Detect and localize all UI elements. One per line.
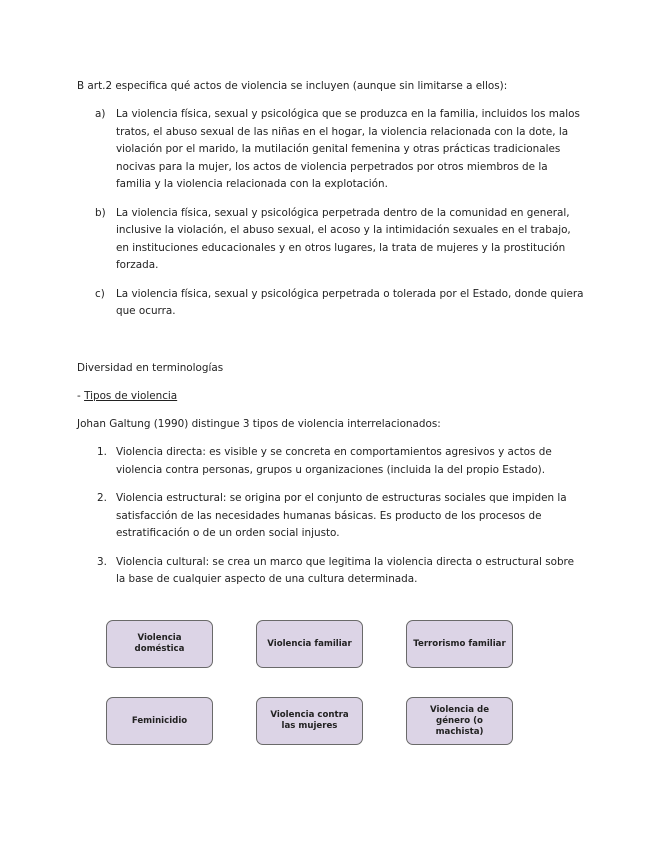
list-marker: a) bbox=[95, 108, 106, 120]
list-item-text: Violencia directa: es visible y se concreta en comportamientos agresivos y actos de violencia contra personas, grupos u organizaciones (incluida la del propio Estado). bbox=[116, 446, 552, 476]
term-box-violencia-contra-mujeres: Violencia contra las mujeres bbox=[256, 697, 363, 745]
galtung-paragraph: Johan Galtung (1990) distingue 3 tipos de violencia interrelacionados: bbox=[77, 418, 441, 430]
subsection-prefix: - bbox=[77, 390, 85, 402]
subsection-title bbox=[77, 388, 177, 406]
list-marker: 2. bbox=[97, 492, 107, 504]
list-item-text: Violencia cultural: se crea un marco que legitima la violencia directa o estructural sobre la base de cualquier aspecto de una cultura determinada. bbox=[116, 555, 574, 585]
list-item bbox=[95, 205, 585, 275]
subsection-title-text: Tipos de violencia bbox=[84, 390, 178, 402]
list-item-text: La violencia física, sexual y psicológica perpetrada dentro de la comunidad en general, inclusive la violación, el abuso sexual, el acoso y la intimidación sexuales en el trabajo, en instituciones educacionales y en otros lugares, la trata de mujeres y la prostitución forzada. bbox=[116, 206, 571, 271]
numbered-list bbox=[97, 444, 585, 600]
section-title: Diversidad en terminologías bbox=[77, 362, 224, 374]
list-marker: b) bbox=[95, 206, 106, 219]
list-item-text: La violencia física, sexual y psicológica perpetrada o tolerada por el Estado, donde quiera que ocurra. bbox=[116, 287, 584, 317]
list-item bbox=[97, 554, 585, 589]
term-box-violencia-familiar: Violencia familiar bbox=[256, 620, 363, 668]
lettered-list bbox=[95, 106, 585, 332]
term-box-violencia-domestica: Violencia doméstica bbox=[106, 620, 213, 668]
list-marker: c) bbox=[95, 287, 105, 300]
list-marker: 1. bbox=[97, 446, 107, 458]
intro-paragraph: B art.2 especifica qué actos de violencia se incluyen (aunque sin limitarse a ellos): bbox=[77, 80, 508, 92]
list-item bbox=[95, 286, 585, 321]
term-box-violencia-de-genero: Violencia de género (o machista) bbox=[406, 697, 513, 745]
list-item bbox=[97, 444, 585, 479]
list-item-text: La violencia física, sexual y psicológica que se produzca en la familia, incluidos los malos tratos, el abuso sexual de las niñas en el hogar, la violencia relacionada con la dote, la violación por el marido, la mutilación genital femenina y otras prácticas tradicionales nocivas para la mujer, los actos de violencia perpetrados por otros miembros de la familia y la violencia relacionada con la explotación. bbox=[116, 108, 580, 190]
term-box-terrorismo-familiar: Terrorismo familiar bbox=[406, 620, 513, 668]
list-marker: 3. bbox=[97, 555, 107, 568]
list-item bbox=[95, 106, 585, 194]
list-item bbox=[97, 490, 585, 543]
list-item-text: Violencia estructural: se origina por el conjunto de estructuras sociales que impiden la satisfacción de las necesidades humanas básicas. Es producto de los procesos de estratificación o de un orden social injusto. bbox=[116, 492, 567, 539]
term-box-feminicidio: Feminicidio bbox=[106, 697, 213, 745]
